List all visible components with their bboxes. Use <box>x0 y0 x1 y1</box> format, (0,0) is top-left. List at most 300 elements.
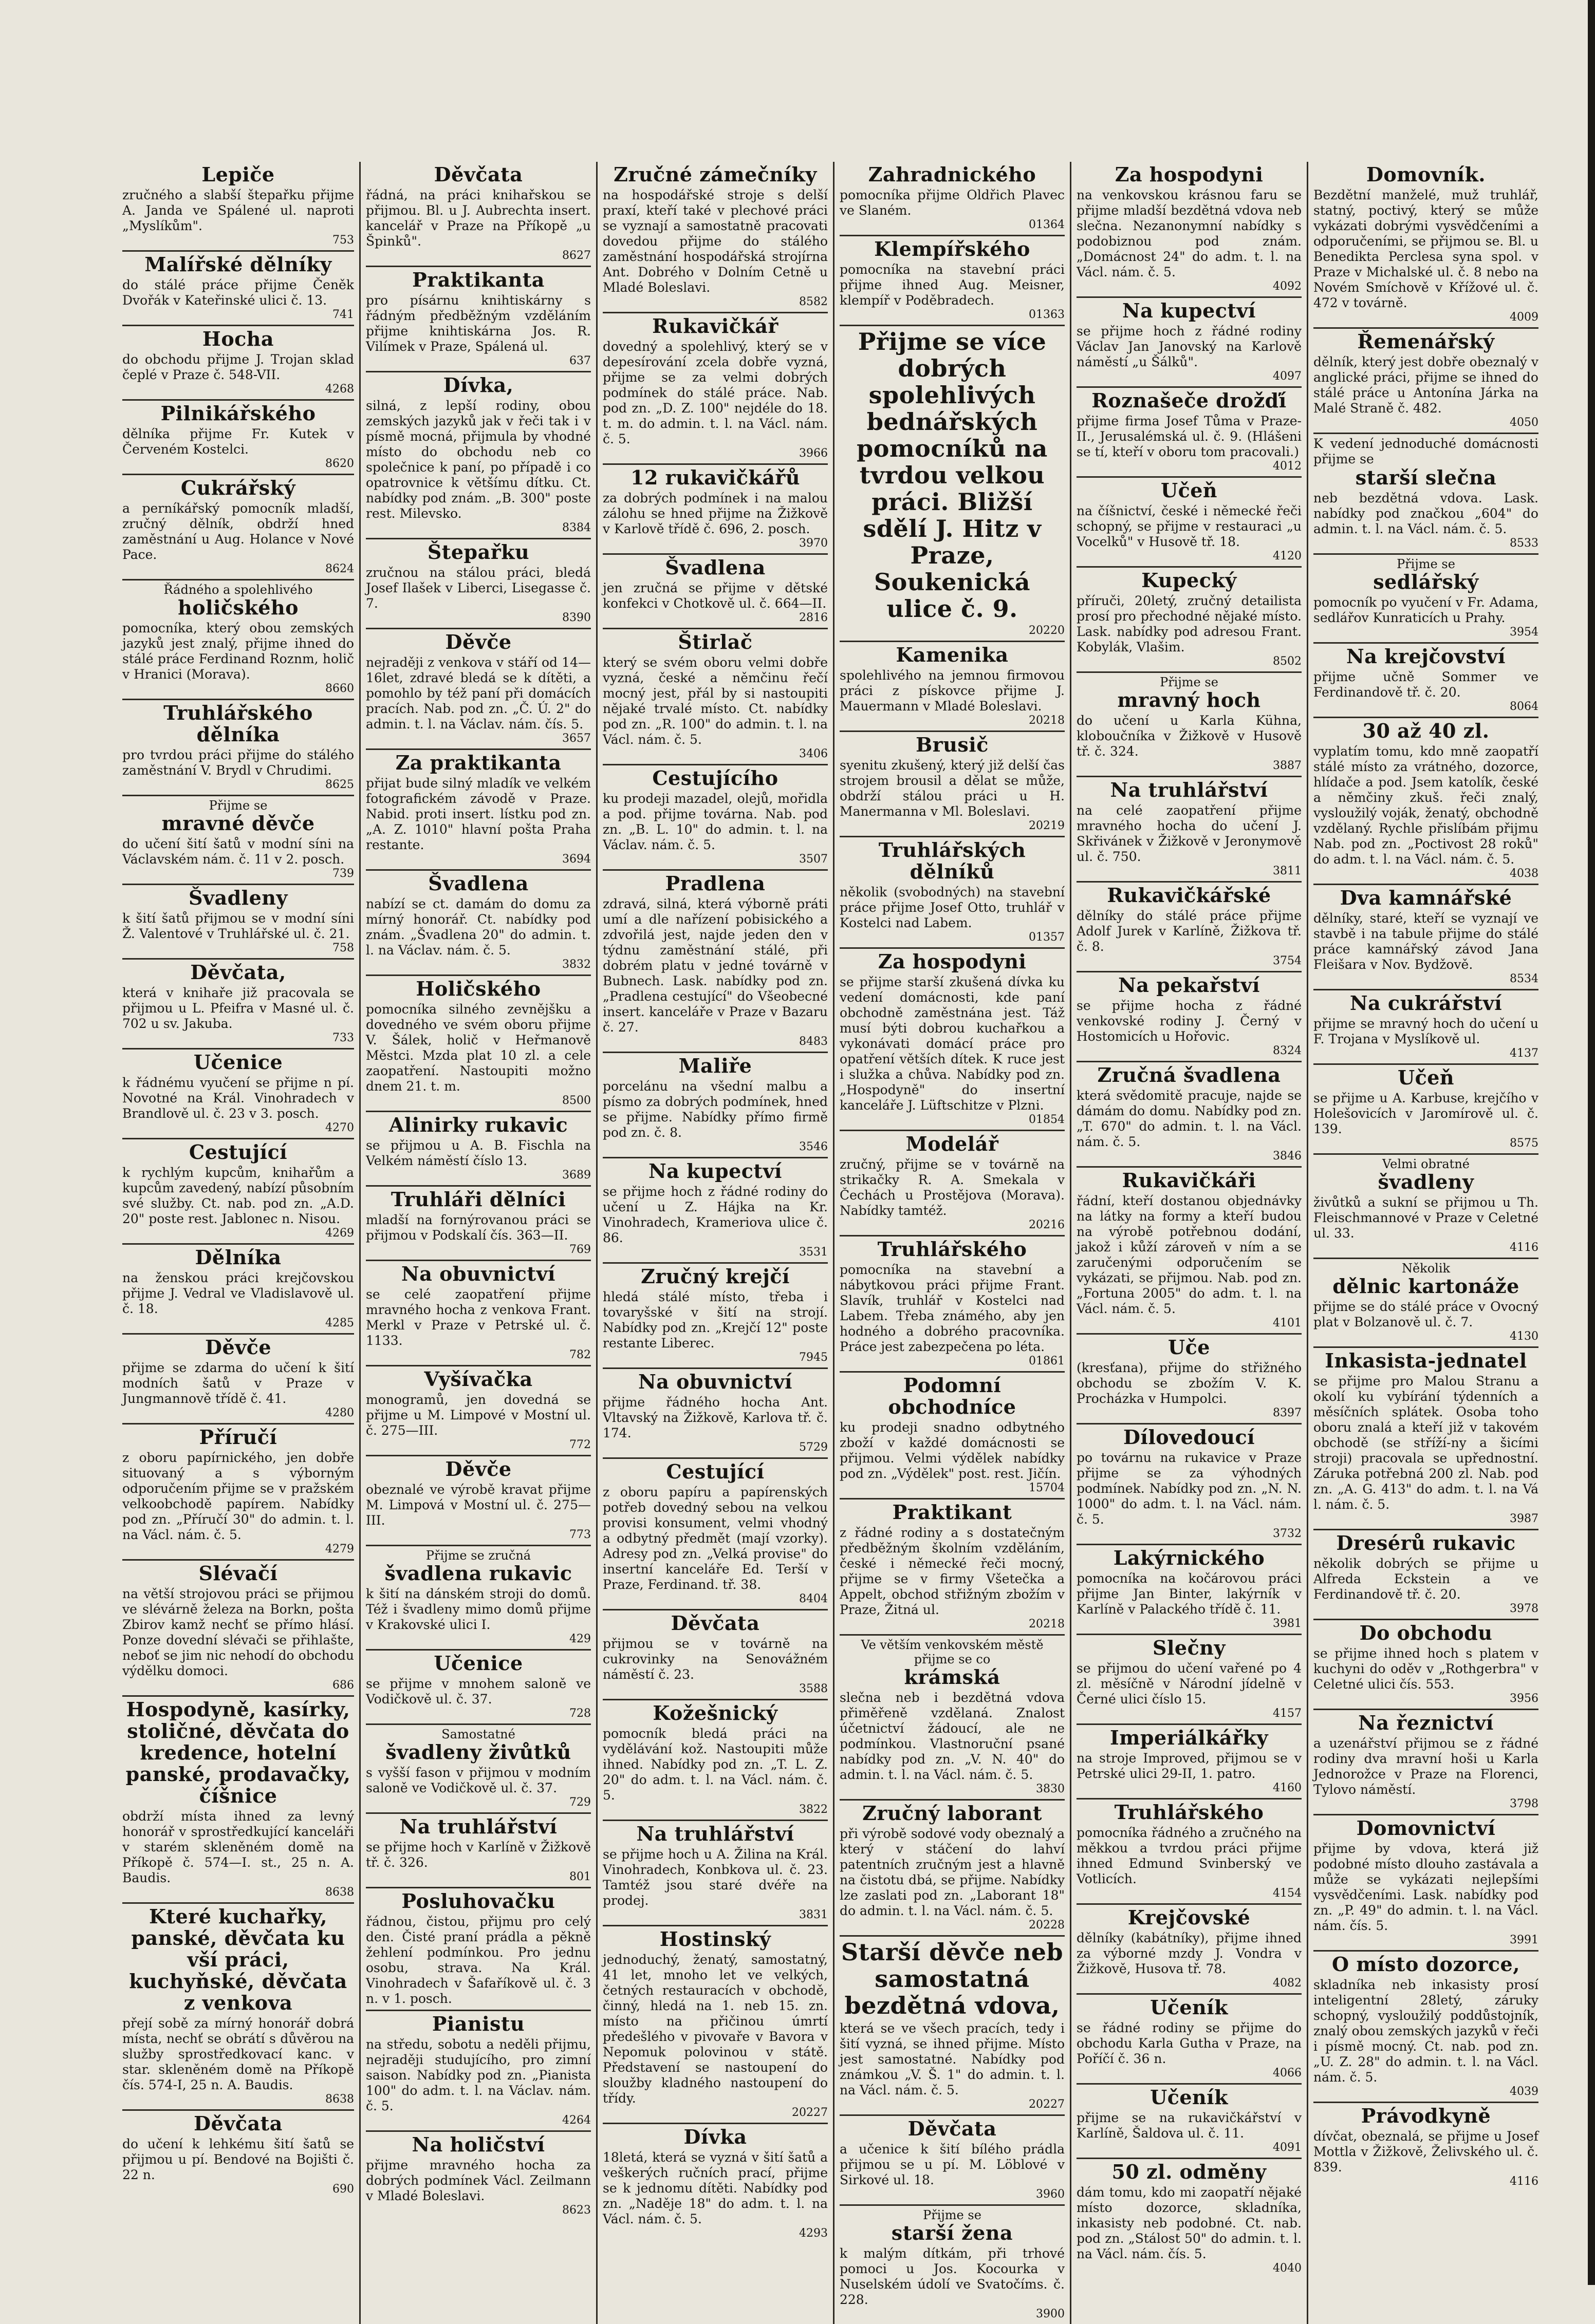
classified-ad <box>1077 673 1302 777</box>
ad-number: 8483 <box>799 1035 828 1048</box>
ad-number: 4270 <box>325 1121 354 1134</box>
ad-number: 801 <box>569 1870 591 1883</box>
classified-ad <box>366 1725 591 1814</box>
ad-number: 3507 <box>799 853 828 866</box>
ad-heading: mravný hoch <box>1117 688 1261 711</box>
ad-number: 3406 <box>799 747 828 760</box>
ad-number: 3657 <box>562 732 591 745</box>
ad-number: 4040 <box>1273 2262 1302 2275</box>
ad-number: 01357 <box>1029 931 1065 944</box>
ad-number: 4269 <box>325 1227 354 1240</box>
classified-ad <box>1077 298 1302 388</box>
ad-number: 741 <box>332 308 354 321</box>
ad-text: přijme se do stálé práce v Ovocný plat v Bolzanově ul. č. 7. <box>1313 1299 1538 1329</box>
scan-edge <box>1588 0 1595 2285</box>
classified-ad <box>1313 2103 1538 2191</box>
ad-heading: Učenice <box>193 1051 283 1074</box>
classified-ad <box>122 885 354 960</box>
ad-heading: Kožešnický <box>653 1701 778 1725</box>
ad-heading: švadleny <box>1378 1170 1474 1193</box>
ad-text: dělníky, staré, kteří se vyznají ve stavbě i na tabule přijme do stálé práce kamnářský závod Jana Fleišara v Nov. Bydžově. <box>1313 911 1538 972</box>
ad-text: na hospodářské stroje s delší praxí, kteří také v plechové práci se vyznají a samostatně pracovati dovedou přijme do stálého zaměstnání hospodářská strojírna Ant. Dobrého v Dolním Cetně u Mladé Boleslavi. <box>603 188 828 295</box>
ad-heading: starší slečna <box>1355 466 1497 489</box>
ad-text: syenitu zkušený, který již delší čas strojem brousil a dělat se může, obdrží stálou práci u H. Manermanna v Ml. Boleslavi. <box>840 758 1065 819</box>
ad-heading: Domovník. <box>1366 163 1486 186</box>
ad-number: 8390 <box>562 611 591 624</box>
ad-number: 8582 <box>799 295 828 308</box>
ad-text: pomocníka na stavební a nábytkovou práci přijme Frant. Slavík, truhlář v Kostelci nad Labem. Třeba známého, aby jen hodného a dobrého pracovníka. Práce jest zabezpečena po léta. <box>840 1262 1065 1354</box>
ad-heading: Hocha <box>202 327 274 350</box>
ad-text: a uzenářství přijmou se z řádné rodiny dva mravní hoši u Karla Jednorožce v Praze na Florenci, Tylovo náměstí. <box>1313 1736 1538 1797</box>
ad-number: 3546 <box>799 1140 828 1153</box>
ad-number: 3987 <box>1510 1512 1538 1525</box>
classified-ad <box>603 1459 828 1610</box>
ad-text: na větší strojovou práci se přijmou ve slévárně železa na Borkn, pošta Zbirov kamž nechť se přímo hlásí. Ponze dovední slévači se přihlašte, neboť se jim nic nehodí do obchodu výdělku domoci. <box>122 1586 354 1678</box>
ad-heading: Imperiálkářky <box>1109 1726 1269 1749</box>
classified-ad <box>603 162 828 313</box>
classified-ad <box>366 2132 591 2220</box>
ad-text: se přijme hocha z řádné venkovské rodiny J. Černý v Hostomicích u Hořovic. <box>1077 998 1302 1044</box>
ad-text: pomocník po vyučení v Fr. Adama, sedlářov Kunraticích u Prahy. <box>1313 595 1538 625</box>
ad-text: několik dobrých se přijme u Alfreda Eckstein a ve Ferdinandově tř. č. 20. <box>1313 1556 1538 1602</box>
classified-ad <box>840 1937 1065 2116</box>
ad-text: na číšnictví, české i německé řeči schopný, se přijme v restauraci „u Vocelků" v Husově tř. 18. <box>1077 503 1302 549</box>
ad-text: nabízí se ct. damám do domu za mírný honorář. Ct. nabídky pod znám. „Švadlena 20" do admin. t. l. na Václav. nám. č. 5. <box>366 896 591 958</box>
ad-number: 8638 <box>325 2093 354 2106</box>
classified-ad <box>366 162 591 267</box>
ad-number: 4130 <box>1510 1330 1538 1343</box>
ad-text: přijme se mravný hoch do učení u F. Trojana v Myslíkově ul. <box>1313 1016 1538 1046</box>
ad-text: pomocníka řádného a zručného na měkkou a tvrdou práci přijme ihned Edmund Svinberský ve Votlicích. <box>1077 1825 1302 1886</box>
ad-heading: Děvčata <box>907 2117 997 2140</box>
ad-heading: Učenice <box>434 1652 523 1675</box>
classified-ad <box>1077 883 1302 972</box>
ad-number: 753 <box>332 234 354 247</box>
ad-heading: Zručný krejčí <box>641 1265 790 1288</box>
classified-ad <box>366 871 591 976</box>
ad-number: 769 <box>569 1243 591 1256</box>
ad-heading: Pilnikářského <box>160 402 316 425</box>
ad-text: neb bezdětná vdova. Lask. nabídky pod značkou „604" do admin. t. l. na Václ. nám. č. 5. <box>1313 491 1538 536</box>
ad-prefix: Přijme se <box>1160 675 1218 689</box>
ad-text: spolehlivého na jemnou firmovou práci z pískovce přijme J. Mauermann v Mladé Boleslavi. <box>840 668 1065 714</box>
classified-ad <box>603 1926 828 2124</box>
classified-ad <box>1077 2085 1302 2159</box>
ad-number: 2816 <box>799 611 828 624</box>
classified-ad <box>122 401 354 475</box>
classified-ad <box>603 765 828 871</box>
classified-ad <box>840 837 1065 949</box>
classified-ad <box>1077 1425 1302 1545</box>
ad-heading: Pradlena <box>665 872 766 895</box>
ad-text: která v knihaře již pracovala se přijmou u L. Pfeifra v Masné ul. č. 702 u sv. Jakuba. <box>122 985 354 1031</box>
ad-heading: Na kupectví <box>648 1159 782 1183</box>
classified-ad <box>1077 1168 1302 1335</box>
ad-heading: Za hospodyni <box>1115 163 1264 186</box>
ad-text: řádná, na práci knihařskou se přijmou. Bl. u J. Aubrechta insert. kancelář v Praze na Příkopě „u Špinků". <box>366 188 591 249</box>
ad-number: 4012 <box>1273 460 1302 473</box>
ad-number: 637 <box>569 354 591 367</box>
ad-heading: Malířské dělníky <box>144 253 332 276</box>
classified-ad <box>366 1456 591 1546</box>
ad-heading: Brusič <box>916 733 989 756</box>
ad-text: se přijme v mnohem saloně ve Vodičkově ul. č. 37. <box>366 1676 591 1707</box>
ad-heading: dělnic kartonáže <box>1332 1275 1519 1298</box>
ad-number: 728 <box>569 1707 591 1720</box>
ad-number: 4268 <box>325 383 354 396</box>
classified-ad <box>1077 1725 1302 1800</box>
ad-text: živůtků a sukní se přijmou u Th. Fleischmannové v Praze v Celetné ul. 33. <box>1313 1195 1538 1241</box>
classified-ad <box>1313 1259 1538 1348</box>
ad-number: 8625 <box>325 778 354 791</box>
ad-number: 8623 <box>562 2204 591 2217</box>
classified-ad <box>122 796 354 885</box>
ad-number: 773 <box>569 1528 591 1541</box>
classified-ad <box>366 1366 591 1456</box>
ad-heading: Do obchodu <box>1359 1621 1493 1644</box>
classified-ad <box>840 1801 1065 1937</box>
ad-heading: Švadlena <box>428 872 529 895</box>
ad-heading: Truhlářského <box>877 1238 1027 1261</box>
classified-ad <box>1077 568 1302 673</box>
classified-ad <box>366 750 591 871</box>
ad-number: 3531 <box>799 1246 828 1259</box>
ad-text: mladší na fornýrovanou práci se přijmou v Podskalí čís. 363—II. <box>366 1212 591 1243</box>
classified-ad <box>840 236 1065 326</box>
classified-ad <box>603 1053 828 1158</box>
ad-text: z oboru papírnického, jen dobře situovaný a s výborným odporučením přijme se v pražském velkoobchodě papírem. Nabídky pod zn. „Příručí 30" do admin. t. l. na Václ. nám. č. 5. <box>122 1450 354 1542</box>
classified-ad <box>366 976 591 1112</box>
ad-number: 3991 <box>1510 1934 1538 1946</box>
ad-heading: Rukavičkáři <box>1122 1169 1256 1192</box>
ad-heading: Holičského <box>416 977 541 1000</box>
ad-heading: Které kuchařky, panské, děvčata ku vší práci, kuchyňské, děvčata z venkova <box>129 1905 347 2014</box>
ad-heading: sedlářský <box>1373 570 1479 593</box>
ad-number: 3830 <box>1036 1783 1065 1795</box>
ad-number: 8627 <box>562 249 591 262</box>
ad-text: po továrnu na rukavice v Praze přijme se za výhodných podmínek. Nabídky pod zn. „N. N. 1000" do adm. t. l. na Václ. nám. č. 5. <box>1077 1450 1302 1527</box>
ad-text: při výrobě sodové vody obeznalý a který v stáčení do lahví patentních zručným jest a hlavně na čistotu dbá, se přijme. Nabídky lze zaslati pod zn. „Laborant 18" do admin. t. l. na Václ. nám. č. 5. <box>840 1826 1065 1918</box>
ad-heading: Učeň <box>1160 479 1218 502</box>
ad-number: 8620 <box>325 457 354 470</box>
classified-ad <box>366 1546 591 1651</box>
ad-heading: 12 rukavičkářů <box>630 466 800 489</box>
ad-text: se přijmou do učení vařené po 4 zl. měsíčně v Národní jídelně v Černé ulici číslo 15. <box>1077 1661 1302 1707</box>
ad-text: Bezdětní manželé, muž truhlář, statný, poctivý, který se může vykázati dobrými vysvědčeními a odporučeními, se přijmou se. Bl. u Benedikta Perclesa syna spol. v Praze v Michalské ul. č. 8 nebo na Novém Smíchově v Křížové ul. č. 472 v továrně. <box>1313 188 1538 310</box>
column-2 <box>359 162 596 2324</box>
classified-ad <box>366 1651 591 1725</box>
ad-text: dovedný a spolehlivý, který se v depesírování zcela dobře vyzná, přijme se za velmi dobrých podmínek do stálé práce. Nab. pod zn. „D. Z. 100" nejdéle do 18. t. m. do admin. t. l. na Václ. nám. č. 5. <box>603 339 828 446</box>
classified-ad <box>122 475 354 580</box>
ad-text: přijat bude silný mladík ve velkém fotografickém závodě v Praze. Nabid. proti insert. lístku pod zn. „A. Z. 1010" hlavní pošta Praha restante. <box>366 776 591 852</box>
classified-ad <box>122 1425 354 1561</box>
classified-ad <box>366 372 591 539</box>
ad-number: 3978 <box>1510 1602 1538 1615</box>
classified-ad <box>840 1636 1065 1801</box>
ad-text: pomocníka na kočárovou práci přijme Jan Binter, lakýrník v Karlíně v Palackého třídě č. 11. <box>1077 1571 1302 1617</box>
ad-text: ku prodeji mazadel, olejů, mořidla a pod. přijme továrna. Nab. pod zn. „B. L. 10" do admin. t. l. na Václav. nám. č. 5. <box>603 791 828 852</box>
classified-ad <box>122 700 354 796</box>
ad-text: z oboru papíru a papírenských potřeb dovedný sebou na velkou provisi konsument, velmi vhodný a odbytný předmět (mají vzorky). Adresy pod zn. „Velká provise" do insertní kanceláře Ed. Terší v Praze, Ferdinand. tř. 38. <box>603 1485 828 1592</box>
classified-ad <box>122 1335 354 1425</box>
classified-ad <box>1313 555 1538 644</box>
ad-text: ku prodeji snadno odbytného zboží v každé domácnosti se přijmou. Velmi výdělek nabídky pod zn. „Výdělek" post. rest. Jičín. <box>840 1420 1065 1481</box>
ad-text: pomocníka na stavební práci přijme ihned Aug. Meisner, klempíř v Poděbradech. <box>840 262 1065 308</box>
ad-number: 20228 <box>1029 1919 1065 1932</box>
ad-heading: Alinirky rukavic <box>388 1113 568 1136</box>
ad-heading: Praktikant <box>892 1501 1012 1524</box>
classified-ad <box>1077 972 1302 1062</box>
ad-heading: švadleny živůtků <box>385 1740 571 1764</box>
classified-ad <box>1313 990 1538 1065</box>
ad-text: a učenice k šití bílého prádla přijmou se u pí. M. Löblové v Sirkové ul. 18. <box>840 2142 1065 2187</box>
ad-prefix: Několik <box>1401 1261 1451 1276</box>
ad-text: která se ve všech pracích, tedy i šití vyzná, se ihned přijme. Místo jest samostatné. Nabídky pod známkou „V. Š. 1" do admin. t. l. na Václ. nám. č. 5. <box>840 2021 1065 2097</box>
ad-number: 733 <box>332 1032 354 1044</box>
ad-text: na ženskou práci krejčovskou přijme J. Vedral ve Vladislavově ul. č. 18. <box>122 1270 354 1316</box>
ad-heading: starší žena <box>891 2221 1013 2244</box>
ad-number: 772 <box>569 1438 591 1451</box>
ad-text: se přijme ihned hoch s platem v kuchyni do oděv v „Rothgerbra" v Celetné ulici čís. 553. <box>1313 1646 1538 1692</box>
classified-ad <box>366 1814 591 1888</box>
classified-ad <box>1077 388 1302 478</box>
classified-ad <box>122 960 354 1049</box>
ad-heading: Cestující <box>189 1140 288 1164</box>
classified-columns <box>122 162 1544 2320</box>
classified-ad <box>122 1904 354 2111</box>
ad-heading: Cestující <box>666 1460 765 1483</box>
ad-prefix: Přijme se <box>1397 557 1455 571</box>
ad-number: 15704 <box>1029 1482 1065 1494</box>
ad-number: 8533 <box>1510 537 1538 550</box>
ad-text: přijme se na rukavičkářství v Karlíně, Šaldova ul. č. 11. <box>1077 2110 1302 2141</box>
ad-heading: Na obuvnictví <box>638 1370 792 1393</box>
ad-number: 01363 <box>1029 308 1065 321</box>
ad-number: 3887 <box>1273 759 1302 772</box>
ad-text: příruči, 20letý, zručný detailista prosí pro přechodné nějaké místo. Lask. nabídky pod adresou Frant. Kobylák, Vlašim. <box>1077 593 1302 654</box>
ad-number: 4101 <box>1273 1317 1302 1329</box>
ad-heading: Děvče <box>445 630 512 653</box>
ad-number: 4157 <box>1273 1707 1302 1720</box>
ad-text: se přijme pro Malou Stranu a okolí ku vybírání týdenních a měsíčních splátek. Osoba toho oboru znalá a kteří již v takovém obchodě (se stříží-ny a šicími stroji) pracovala se upřednostní. Záruka potřebná 200 zl. Nab. pod zn. „A. G. 413" do adm. t. l. na Vá l. nám. č. 5. <box>1313 1374 1538 1512</box>
ad-text: na celé zaopatření přijme mravného hocha do učení J. Skřivánek v Žižkově v Jeronymově ul. č. 750. <box>1077 803 1302 864</box>
ad-heading: Maliře <box>678 1054 752 1077</box>
ad-heading: Rukavičkářské <box>1107 884 1271 907</box>
ad-heading: holičského <box>178 596 299 619</box>
classified-ad <box>1077 777 1302 883</box>
ad-number: 686 <box>332 1679 354 1692</box>
ad-number: 8502 <box>1273 655 1302 668</box>
ad-number: 20227 <box>792 2106 828 2119</box>
ad-heading: Klempířského <box>874 237 1030 260</box>
ad-prefix: Samostatné <box>441 1727 515 1741</box>
classified-ad <box>122 1561 354 1697</box>
ad-number: 4038 <box>1510 867 1538 880</box>
classified-ad <box>366 267 591 372</box>
ad-number: 3954 <box>1510 626 1538 639</box>
classified-ad <box>840 1131 1065 1236</box>
ad-heading: Řemenářský <box>1357 330 1495 353</box>
ad-number: 3822 <box>799 1803 828 1816</box>
ad-heading: Na obuvnictví <box>401 1262 555 1285</box>
ad-text: na venkovskou krásnou faru se přijme mladší bezdětná vdova neb slečna. Nezanonymní nabídky s podobiznou pod znám. „Domácnost 24" do adm. t. l. na Václ. nám. č. 5. <box>1077 188 1302 279</box>
ad-number: 4050 <box>1510 416 1538 429</box>
ad-heading: Zahradnického <box>868 163 1036 186</box>
ad-heading: Dílovedoucí <box>1123 1426 1255 1449</box>
ad-number: 758 <box>332 942 354 954</box>
ad-text: vyplatím tomu, kdo mně zaopatří stálé místo za vrátného, dozorce, hlídače a pod. Jsem katolík, české a němčiny zkuš. řeči znalý, vysloužilý voják, ženatý, obchodně vzdělaný. Rychle přislíbám přijmu Nab. pod zn. „Poctivost 28 roků" do adm. t. l. na Václ. nám. č. 5. <box>1313 744 1538 867</box>
ad-heading: O místo dozorce, <box>1332 1953 1520 1976</box>
ad-text: přijme se zdarma do učení k šití modních šatů v Praze v Jungmannově třídě č. 41. <box>122 1360 354 1406</box>
ad-number: 01861 <box>1029 1355 1065 1367</box>
ad-text: přijme mravného hocha za dobrých podmínek Václ. Zeilmann v Mladé Boleslavi. <box>366 2158 591 2203</box>
classified-ad <box>366 539 591 629</box>
classified-ad <box>1313 1065 1538 1155</box>
ad-heading: Děvčata <box>434 163 523 186</box>
ad-number: 4280 <box>325 1407 354 1419</box>
ad-text: 18letá, která se vyzná v šití šatů a veškerých ručních prací, přijme se k jednomu dítěti. Nabídky pod zn. „Naděje 18" do adm. t. l. na Václ. nám. č. 5. <box>603 2150 828 2226</box>
column-5 <box>1070 162 1307 2324</box>
ad-heading: Zručné zámečníky <box>614 163 817 186</box>
ad-number: 8384 <box>562 521 591 534</box>
classified-ad <box>840 949 1065 1131</box>
ad-number: 20227 <box>1029 2098 1065 2111</box>
classified-ad <box>603 871 828 1053</box>
ad-number: 8575 <box>1510 1137 1538 1150</box>
ad-heading: Starší děvče neb samostatná bezdětná vdova, <box>841 1938 1064 2019</box>
ad-text: se přijme hoch u A. Žilina na Král. Vinohradech, Konbkova ul. č. 23. Tamtéž jsou staré dvéře na prodej. <box>603 1847 828 1908</box>
classified-ad <box>366 1187 591 1261</box>
ad-number: 4092 <box>1273 280 1302 293</box>
ad-number: 8324 <box>1273 1044 1302 1057</box>
classified-ad <box>366 629 591 750</box>
ad-text: pomocníka, který obou zemských jazyků jest znalý, přijme ihned do stálé práce Ferdinand Roznm, holič v Hranici (Morava). <box>122 621 354 682</box>
ad-text: přejí sobě za mírný honorář dobrá místa, nechť se obrátí s důvěrou na služby sprostředkovací kanc. v star. skleněném domě na Příkopě čís. 574-I, 25 n. A. Baudis. <box>122 2016 354 2092</box>
ad-heading: Na truhlářství <box>636 1822 794 1845</box>
ad-heading: mravné děvče <box>161 812 315 835</box>
ad-heading: Dresérů rukavic <box>1336 1531 1516 1554</box>
ad-number: 3956 <box>1510 1692 1538 1705</box>
ad-text: porcelánu na všední malbu a písmo za dobrých podmínek, hned se přijme. Nabídky přímo firmě pod zn. č. 8. <box>603 1079 828 1140</box>
ad-prefix: Přijme se <box>923 2208 981 2222</box>
ad-number: 4285 <box>325 1317 354 1329</box>
ad-heading: Kupecký <box>1141 569 1237 592</box>
ad-number: 4091 <box>1273 2141 1302 2154</box>
ad-number: 690 <box>332 2183 354 2196</box>
ad-prefix: Ve větším venkovském městě přijme se co <box>861 1638 1044 1666</box>
ad-number: 4039 <box>1510 2085 1538 2098</box>
classified-ad <box>122 2111 354 2199</box>
ad-text: řádní, kteří dostanou objednávky na látky na formy a kteří budou na výrobě potřebnou dodání, jakož i kůží zároveň v ním a se zaručenými odporučením se vykázati, se přijmou. Nab. pod zn. „Fortuna 2005" do adm. t. l. na Václ. nám. č. 5. <box>1077 1193 1302 1316</box>
ad-heading: Děvčata <box>671 1611 760 1635</box>
ad-heading: Štepařku <box>427 540 530 564</box>
ad-text: se přijme hoch z řádné rodiny do učení u Z. Hájka na Kr. Vinohradech, Krameriova ulice č. 86. <box>603 1184 828 1245</box>
ad-heading: Dva kamnářské <box>1340 886 1512 909</box>
ad-prefix: Přijme se <box>209 798 268 813</box>
ad-text: obeznalé ve výrobě kravat přijme M. Limpová v Mostní ul. č. 275—III. <box>366 1482 591 1528</box>
classified-ad <box>1077 1800 1302 1905</box>
ad-number: 729 <box>569 1796 591 1809</box>
ad-number: 3831 <box>799 1908 828 1921</box>
classified-ad <box>1077 1062 1302 1168</box>
ad-heading: Na krejčovství <box>1346 645 1506 668</box>
classified-ad <box>603 1821 828 1926</box>
ad-heading: Modelář <box>905 1132 999 1155</box>
ad-number: 8624 <box>325 563 354 575</box>
classified-ad <box>840 1373 1065 1500</box>
ad-text: dělníky do stálé práce přijme Adolf Jurek v Karlíně, Žižkova tř. č. 8. <box>1077 908 1302 954</box>
column-4 <box>833 162 1070 2324</box>
classified-ad <box>840 2206 1065 2324</box>
classified-ad <box>1313 329 1538 434</box>
ad-heading: Uče <box>1168 1336 1210 1359</box>
ad-number: 4160 <box>1273 1782 1302 1794</box>
ad-heading: Na truhlářství <box>1110 778 1268 801</box>
classified-ad <box>1313 1815 1538 1952</box>
ad-heading: Krejčovské <box>1127 1906 1251 1929</box>
ad-text: pomocník bledá práci na vydělávání kož. Nastoupiti může ihned. Nabídky pod zn. „T. L. Z. 20" do adm. t. l. na Václ. nám. č. 5. <box>603 1726 828 1803</box>
classified-ad <box>840 2116 1065 2206</box>
ad-text: několik (svobodných) na stavební práce přijme Josef Otto, truhlář v Kostelci nad Labem. <box>840 885 1065 930</box>
classified-ad <box>1077 1635 1302 1725</box>
column-6 <box>1307 162 1544 2324</box>
ad-number: 739 <box>332 867 354 880</box>
ad-heading: Kamenika <box>896 643 1009 666</box>
ad-heading: švadlena rukavic <box>384 1562 572 1585</box>
ad-heading: Cestujícího <box>652 766 778 790</box>
ad-text: hledá stálé místo, třeba i tovaryšské v šití na strojí. Nabídky pod zn. „Krejčí 12" poste restante Liberec. <box>603 1289 828 1351</box>
classified-ad <box>840 162 1065 236</box>
ad-number: 3689 <box>562 1169 591 1182</box>
ad-text: do učení šití šatů v modní síni na Václavském nám. č. 11 v 2. posch. <box>122 836 354 867</box>
classified-ad <box>1077 2159 1302 2278</box>
classified-ad <box>1313 1348 1538 1530</box>
classified-ad <box>603 2124 828 2243</box>
ad-heading: Na řeznictví <box>1358 1711 1494 1734</box>
ad-text: k malým dítkám, při trhové pomoci u Jos. Kocourka v Nuselském údolí ve Svatočíms. č. 228. <box>840 2246 1065 2307</box>
classified-ad <box>122 1139 354 1245</box>
ad-text: na stroje Improved, přijmou se v Petrské ulici 29-II, 1. patro. <box>1077 1751 1302 1781</box>
ad-number: 3798 <box>1510 1797 1538 1810</box>
ad-number: 782 <box>569 1348 591 1361</box>
ad-text: jen zručná se přijme v dětské konfekci v Chotkově ul. č. 664—II. <box>603 580 828 611</box>
ad-number: 4116 <box>1510 1241 1538 1254</box>
ad-heading: Na cukrářství <box>1349 991 1503 1015</box>
ad-heading: Truhlářského <box>1114 1801 1264 1824</box>
ad-number: 3811 <box>1273 865 1302 877</box>
classified-ad <box>1313 1155 1538 1259</box>
ad-number: 20218 <box>1029 1618 1065 1630</box>
ad-number: 3960 <box>1036 2188 1065 2201</box>
ad-heading: Přijme se více dobrých spolehlivých bednářských pomocníků na tvrdou velkou práci. Bližší sdělí J. Hitz v Praze, Soukenická ulice č. 9. <box>857 328 1048 623</box>
classified-ad <box>366 1888 591 2011</box>
classified-ad <box>122 1049 354 1139</box>
ad-heading: Na pekařství <box>1118 973 1260 997</box>
ad-prefix: Řádného a spolehlivého <box>163 583 313 597</box>
ad-number: 4082 <box>1273 1977 1302 1990</box>
ad-number: 8404 <box>799 1592 828 1605</box>
ad-heading: Štirlač <box>678 630 753 653</box>
ad-text: dívčat, obeznalá, se přijme u Josef Mottla v Žižkově, Želivského ul. č. 839. <box>1313 2129 1538 2175</box>
classified-ad <box>603 1610 828 1700</box>
ad-prefix: Velmi obratné <box>1382 1157 1470 1171</box>
ad-text: silná, z lepší rodiny, obou zemských jazyků jak v řeči tak i v písmě mocná, přijmula by vhodné místo do obchodu neb co společnice k paní, po případě i co opatrovnice k většímu dítku. Ct. nabídky pod znám. „B. 300" poste rest. Milevsko. <box>366 398 591 521</box>
ad-text: se celé zaopatření přijme mravného hocha z venkova Frant. Merkl v Praze v Petrské ul. č. 1133. <box>366 1287 591 1348</box>
classified-ad <box>1313 1952 1538 2103</box>
classified-ad <box>840 326 1065 642</box>
ad-text: se přijmou u A. B. Fischla na Velkém náměstí číslo 13. <box>366 1138 591 1168</box>
ad-heading: Za hospodyni <box>878 950 1027 973</box>
